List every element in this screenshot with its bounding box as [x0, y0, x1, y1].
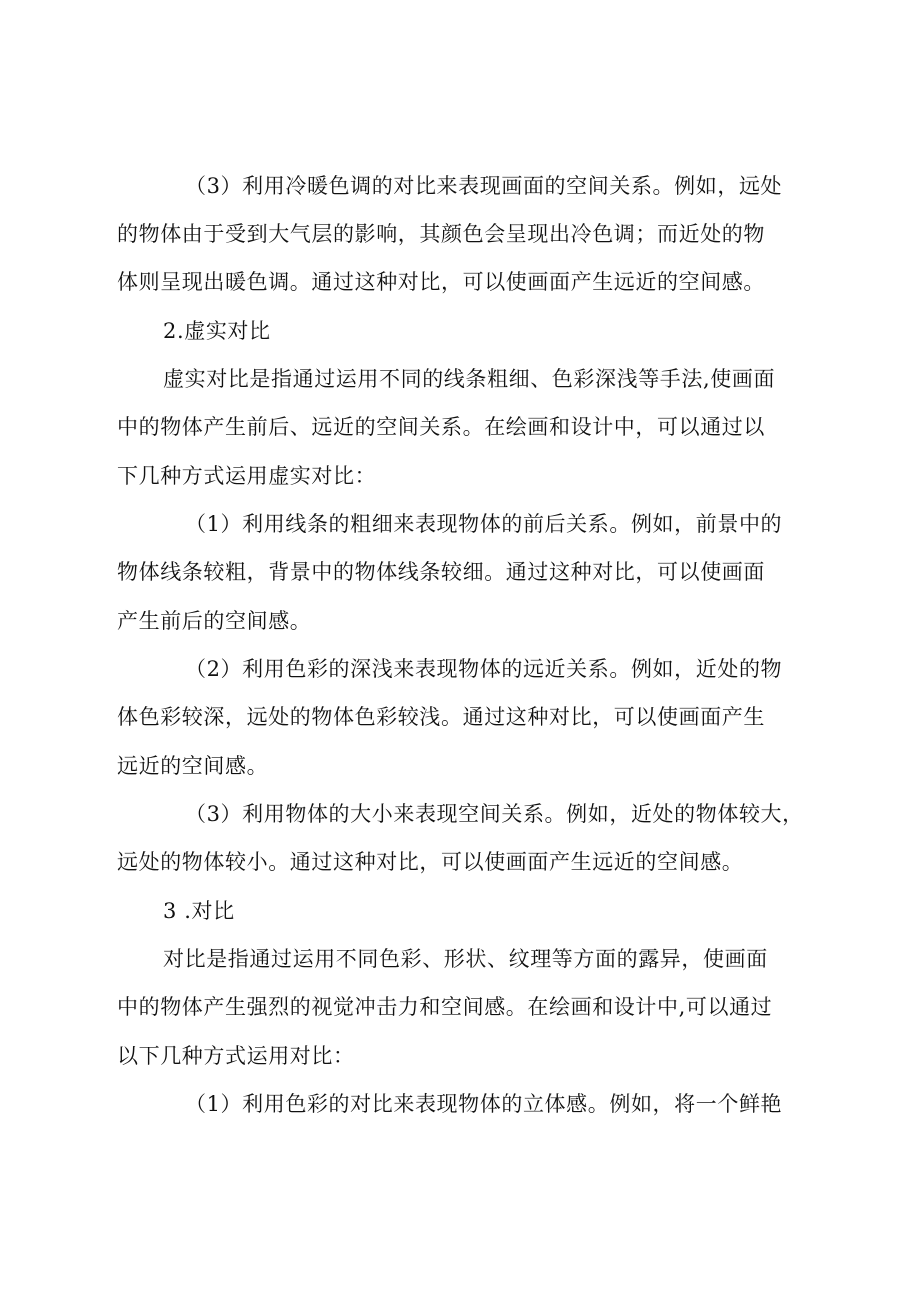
- section-heading: 2.虚实对比: [163, 319, 271, 343]
- text-line: （3）利用冷暖色调的对比来表现画面的空间关系。例如，远处: [185, 174, 783, 198]
- text-line: 虚实对比是指通过运用不同的线条粗细、色彩深浅等手法,使画面: [163, 367, 776, 391]
- text-line: 下几种方式运用虚实对比：: [117, 464, 377, 488]
- document-page: [117, 0, 817, 1301]
- text-line: 中的物体产生前后、远近的空间关系。在绘画和设计中，可以通过以: [117, 415, 765, 439]
- text-line: 体则呈现出暖色调。通过这种对比，可以使画面产生远近的空间感。: [117, 270, 765, 294]
- section-heading: 3 .对比: [163, 899, 235, 923]
- text-line: 中的物体产生强烈的视觉冲击力和空间感。在绘画和设计中,可以通过: [117, 995, 773, 1019]
- text-line: 对比是指通过运用不同色彩、形状、纹理等方面的露异，使画面: [163, 947, 768, 971]
- text-line: 物体线条较粗，背景中的物体线条较细。通过这种对比，可以使画面: [117, 560, 765, 584]
- text-line: （1）利用色彩的对比来表现物体的立体感。例如，将一个鲜艳: [185, 1092, 783, 1116]
- text-line: 以下几种方式运用对比：: [117, 1044, 355, 1068]
- text-line: 远处的物体较小。通过这种对比，可以使画面产生远近的空间感。: [117, 850, 744, 874]
- text-line: （1）利用线条的粗细来表现物体的前后关系。例如，前景中的: [185, 512, 783, 536]
- text-line: 的物体由于受到大气层的影响，其颜色会呈现出冷色调；而近处的物: [117, 222, 765, 246]
- text-line: 远近的空间感。: [117, 754, 269, 778]
- text-line: 产生前后的空间感。: [117, 609, 312, 633]
- text-line: 体色彩较深，远处的物体色彩较浅。通过这种对比，可以使画面产生: [117, 705, 765, 729]
- text-line: （2）利用色彩的深浅来表现物体的远近关系。例如，近处的物: [185, 657, 783, 681]
- text-line: （3）利用物体的大小来表现空间关系。例如，近处的物体较大，: [185, 802, 804, 826]
